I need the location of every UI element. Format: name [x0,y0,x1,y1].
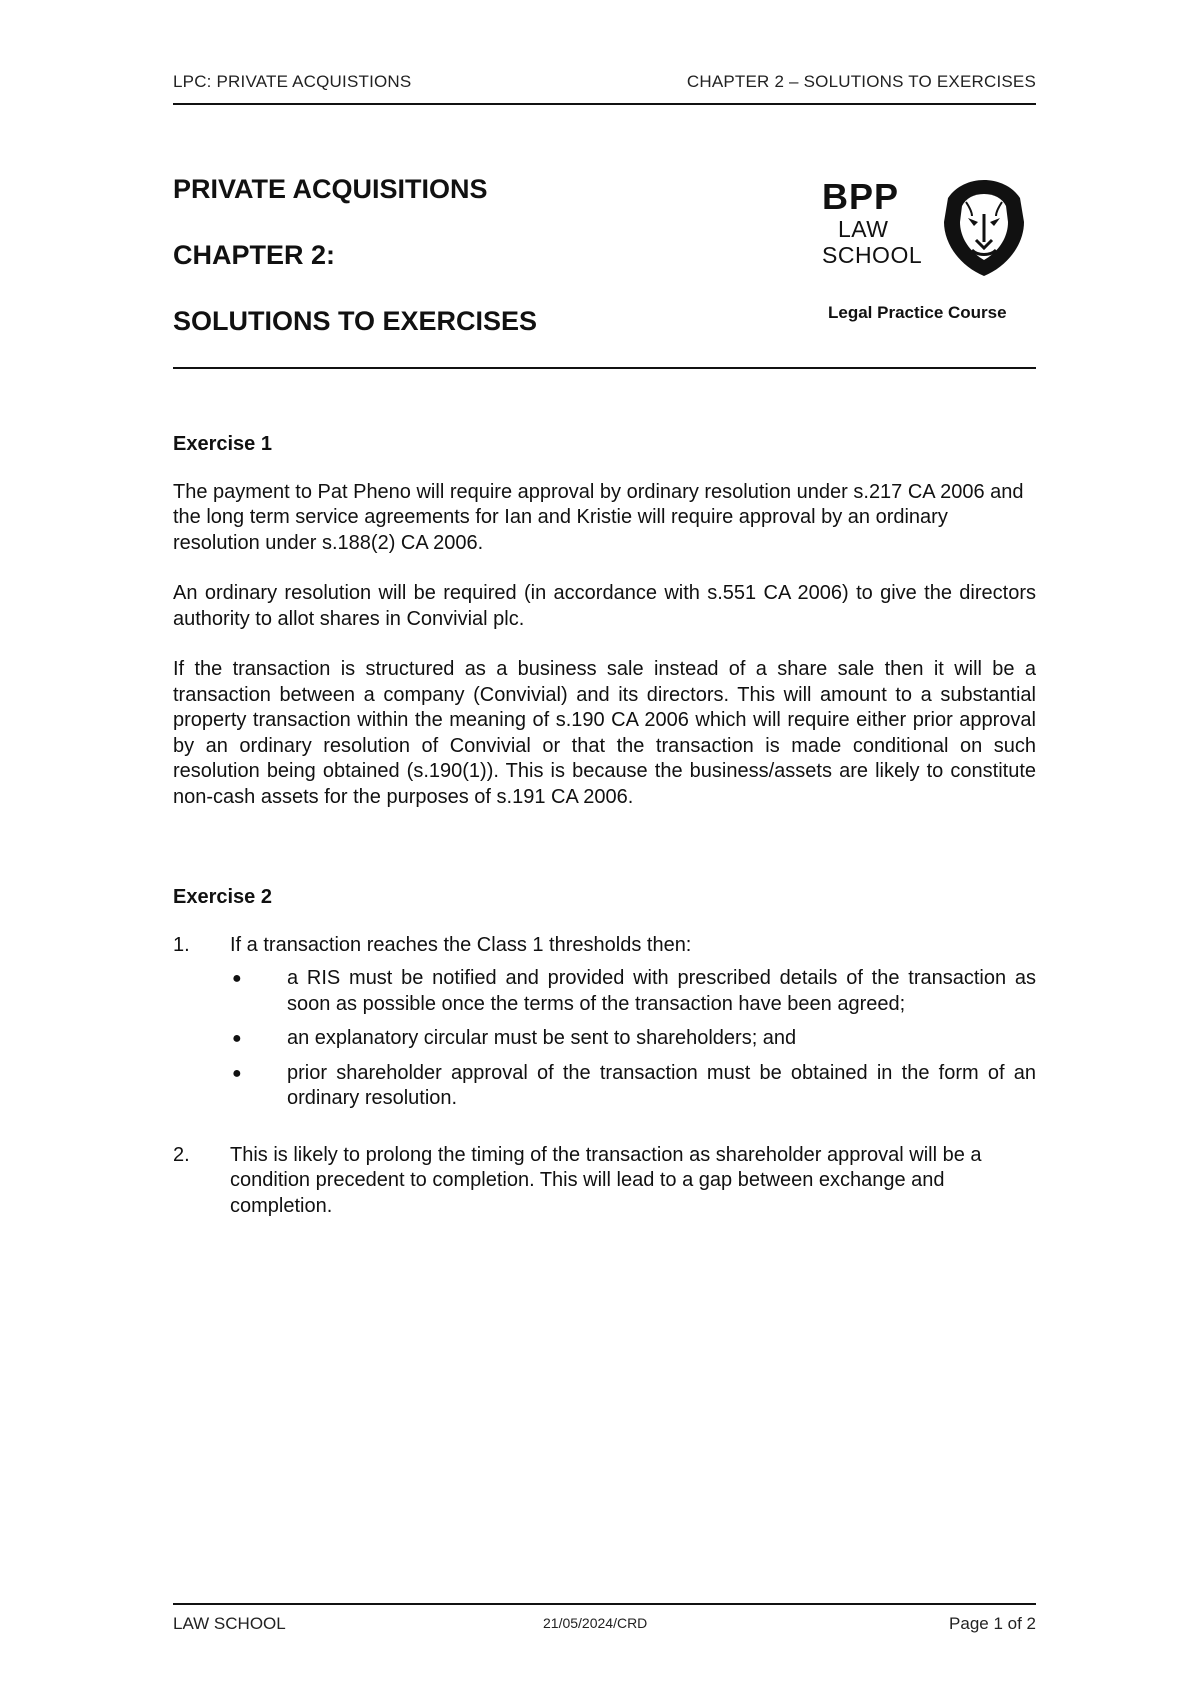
numbered-item-2 [173,1143,1036,1220]
exercise-2-heading: Exercise 2 [173,886,272,908]
exercise-1-paragraph: If the transaction is structured as a business sale instead of a share sale then it will be a transaction between a company (Convivial) and its directors. This will amount to a substantial property transaction within the meaning of s.190 CA 2006 which will require either prior approval by an ordinary resolution of Convivial or that the transaction is made conditional on such resolution being obtained (s.190(1)). This is because the business/assets are likely to constitute non-cash assets for the purposes of s.191 CA 2006. [173,658,1036,808]
bullet-item [230,1026,1036,1052]
bullet-icon: ● [232,1064,242,1082]
header-right: CHAPTER 2 – SOLUTIONS TO EXERCISES [686,72,1036,91]
bullet-item [230,966,1036,1017]
exercise-1-paragraph: An ordinary resolution will be required (in accordance with s.551 CA 2006) to give the directors authority to allot shares in Convivial plc. [173,582,1036,630]
item-text: This is likely to prolong the timing of the transaction as shareholder approval will be a condition precedent to completion. This will lead to a gap between exchange and completion. [230,1143,982,1217]
header-left: LPC: PRIVATE ACQUISTIONS [173,72,412,91]
bullet-item [230,1061,1036,1112]
bullet-icon: ● [232,1030,242,1047]
lion-head-icon [942,178,1026,278]
document-body [173,432,1036,1219]
exercise-1-heading: Exercise 1 [173,433,272,455]
item-body [230,1143,1036,1220]
title-block [173,172,773,370]
bullet-list [230,966,1036,1112]
bullet-text: an explanatory circular must be sent to shareholders; and [287,1027,797,1049]
logo-caption: Legal Practice Course [828,303,1007,322]
bpp-law-school-logo [822,178,1022,283]
footer-date-ref: 21/05/2024/CRD [543,1615,648,1631]
item-body [230,933,1036,1121]
exercise-1-paragraph: The payment to Pat Pheno will require approval by ordinary resolution under s.217 CA 2006 and the long term service agreements for Ian and Kristie will require approval by an ordinary resolution under s.188(2) CA 2006. [173,480,1024,554]
bullet-text: a RIS must be notified and provided with prescribed details of the transaction as soon as possible once the terms of the transaction have been agreed; [287,967,1036,1015]
item-number: 2. [173,1143,190,1166]
bullet-text: prior shareholder approval of the transaction must be obtained in the form of an ordinary resolution. [287,1061,1036,1109]
footer-left: LAW SCHOOL [173,1614,286,1633]
bullet-icon: ● [232,970,242,987]
logo-law: LAW [838,216,889,242]
title-line-2: CHAPTER 2: [173,240,336,270]
title-line-1: PRIVATE ACQUISITIONS [173,174,488,204]
item-number: 1. [173,933,190,956]
running-header [173,72,1036,92]
item-text: If a transaction reaches the Class 1 thresholds then: [230,933,692,956]
title-line-3: SOLUTIONS TO EXERCISES [173,306,538,336]
page-number: Page 1 of 2 [949,1614,1036,1633]
title-rule [173,367,1036,369]
logo-bpp: BPP [822,176,900,217]
numbered-item-1 [173,933,1036,1121]
section-spacer [173,835,1036,885]
header-rule [173,103,1036,105]
logo-school: SCHOOL [822,242,923,268]
footer-rule [173,1603,1036,1605]
logo-wordmark [822,178,932,268]
